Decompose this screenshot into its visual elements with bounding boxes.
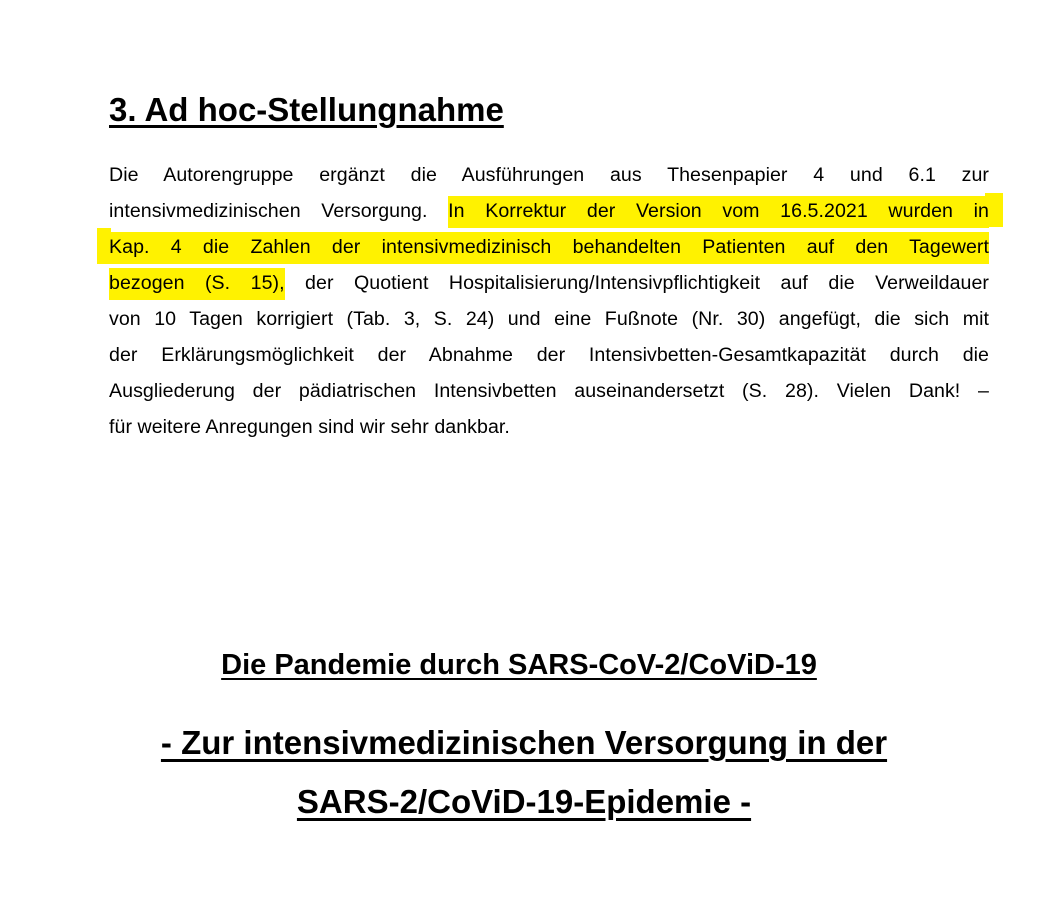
text-segment: von 10 Tagen korrigiert (Tab. 3, S. 24) und eine Fußnote (Nr. 30) angefügt, die sich mit: [109, 308, 989, 330]
highlighted-text: Kap. 4 die Zahlen der intensivmedizinisch behandelten Patienten auf den Tagewert: [109, 232, 989, 264]
text-segment: Ausgliederung der pädiatrischen Intensivbetten auseinandersetzt (S. 28). Vielen Dank! –: [109, 380, 989, 402]
text-segment: der Erklärungsmöglichkeit der Abnahme der Intensivbetten-Gesamtkapazität durch die: [109, 344, 989, 366]
text-segment: der Quotient Hospitalisierung/Intensivpflichtigkeit auf die Verweildauer: [284, 272, 989, 294]
paragraph-line-8: [109, 409, 989, 445]
text-segment: für weitere Anregungen sind wir sehr dankbar.: [109, 416, 510, 438]
paragraph-line-3: [109, 229, 989, 265]
paragraph-line-5: [109, 301, 989, 337]
paragraph-line-4: [109, 265, 989, 301]
highlighted-text: In Korrektur der Version vom 16.5.2021 wurden in: [448, 196, 989, 228]
document-subtitle-line-1: - Zur intensivmedizinischen Versorgung in der: [160, 724, 888, 761]
document-title: Die Pandemie durch SARS-CoV-2/CoViD-19: [221, 649, 817, 681]
paragraph-line-7: [109, 373, 989, 409]
text-segment: Die Autorengruppe ergänzt die Ausführungen aus Thesenpapier 4 und 6.1 zur: [109, 164, 989, 186]
paragraph-line-2: [109, 193, 989, 229]
paragraph-line-6: [109, 337, 989, 373]
text-segment: intensivmedizinischen Versorgung.: [109, 200, 449, 222]
section-heading: 3. Ad hoc-Stellungnahme: [109, 91, 504, 128]
highlighted-text: bezogen (S. 15),: [109, 268, 285, 300]
body-paragraph: [109, 157, 989, 445]
document-subtitle-line-2: SARS-2/CoViD-19-Epidemie -: [296, 783, 752, 820]
paragraph-line-1: [109, 157, 989, 193]
